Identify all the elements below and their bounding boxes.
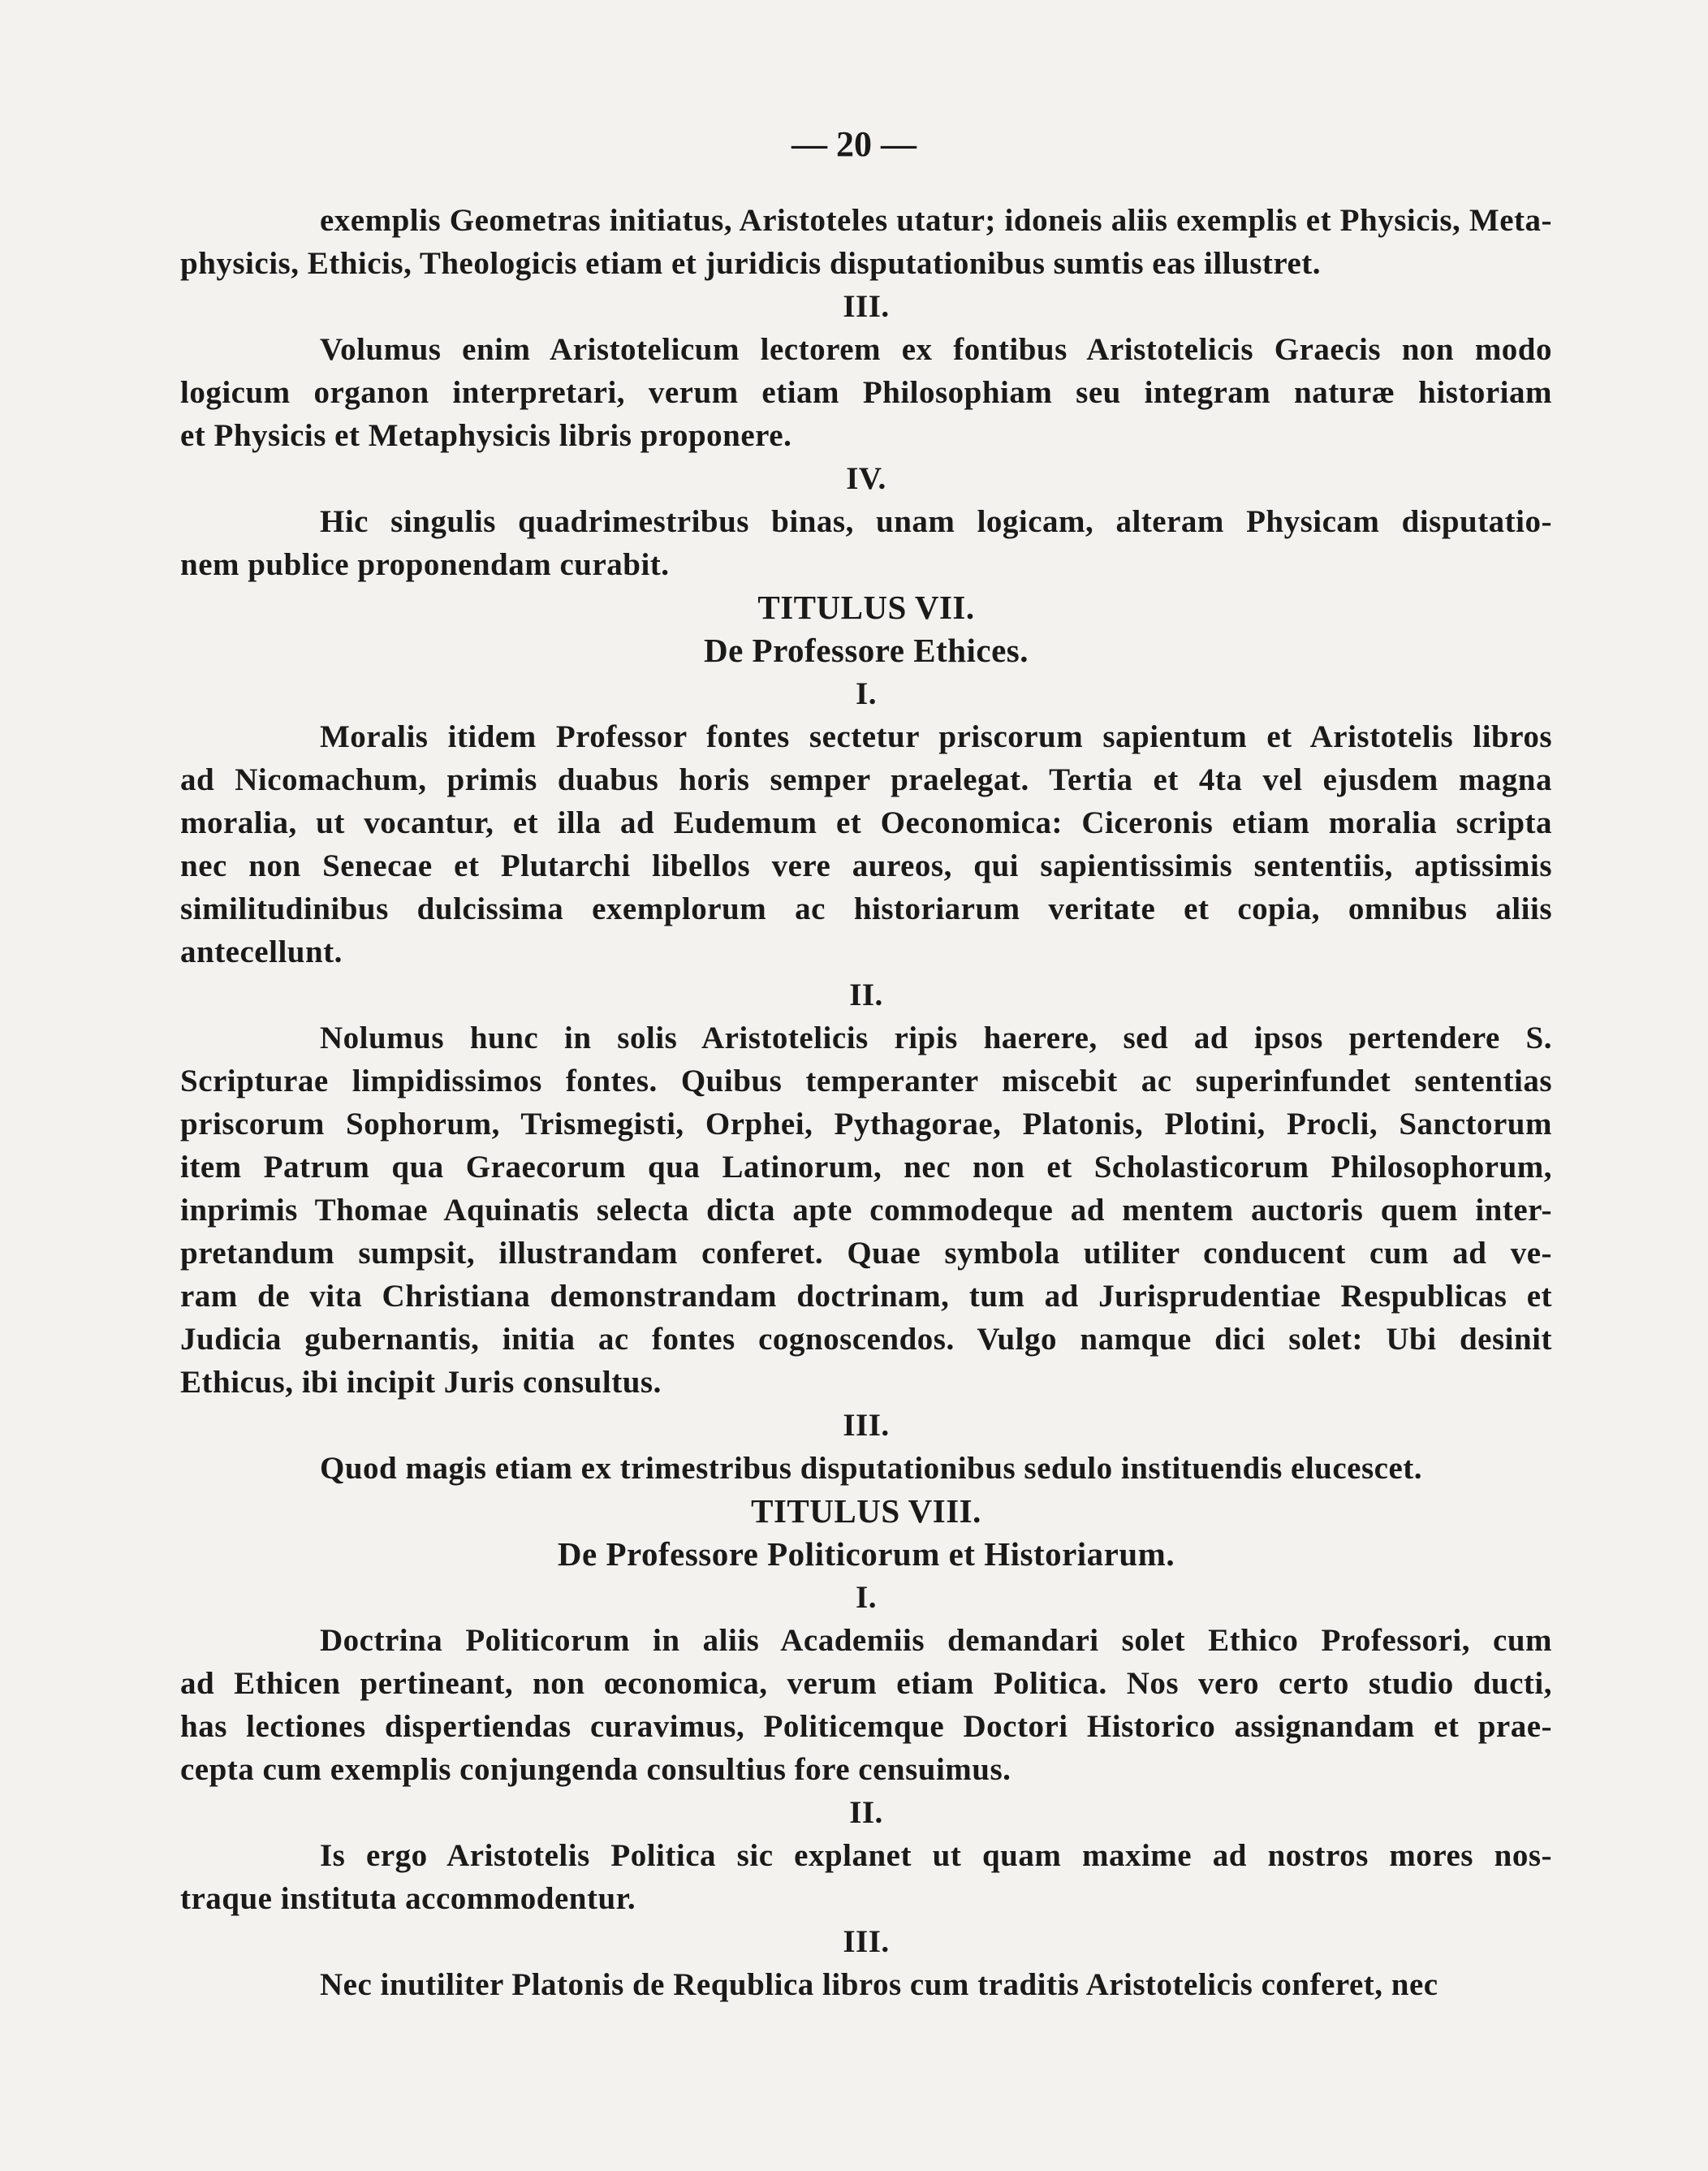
paragraph [180,199,1552,285]
section-title: De Professore Politicorum et Historiarum. [557,1535,1175,1573]
text-line: inprimis Thomae Aquinatis selecta dicta apte commodeque ad mentem auctoris quem inter- [180,1193,1552,1228]
text-line: ad Ethicen pertineant, non œconomica, verum etiam Politica. Nos vero certo studio ducti, [180,1666,1552,1701]
paragraph [180,500,1552,586]
document-body [180,199,1552,2006]
text-line: item Patrum qua Graecorum qua Latinorum, nec non et Scholasticorum Philosophorum, [180,1150,1552,1185]
text-line: similitudinibus dulcissima exemplorum ac historiarum veritate et copia, omnibus aliis [180,891,1552,926]
paragraph [180,1963,1552,2006]
text-line: Volumus enim Aristotelicum lectorem ex fontibus Aristotelicis Graecis non modo [320,332,1552,367]
text-line: Moralis itidem Professor fontes sectetur priscorum sapientum et Aristotelis libros [320,719,1552,754]
text-line: Quod magis etiam ex trimestribus disputationibus sedulo instituendis elucescet. [320,1451,1423,1486]
paragraph [180,1834,1552,1920]
text-line: pretandum sumpsit, illustrandam conferet. Quae symbola utiliter conducent cum ad ve- [180,1236,1552,1271]
text-line: nec non Senecae et Plutarchi libellos vere aureos, qui sapientissimis sententiis, aptissimis [180,848,1552,883]
text-line: Nolumus hunc in solis Aristotelicis ripis haerere, sed ad ipsos pertendere S. [320,1021,1552,1055]
paragraph [180,1619,1552,1791]
paragraph [180,1016,1552,1404]
text-line: ad Nicomachum, primis duabus horis semper praelegat. Tertia et 4ta vel ejusdem magna [180,762,1552,797]
article-number: II. [849,1795,883,1830]
text-line: ram de vita Christiana demonstrandam doctrinam, tum ad Jurisprudentiae Respublicas et [180,1279,1552,1314]
text-line: nem publice proponendam curabit. [180,547,670,582]
text-line: antecellunt. [180,934,343,969]
text-line: moralia, ut vocantur, et illa ad Eudemum et Oeconomica: Ciceronis etiam moralia scripta [180,805,1552,840]
article-number: I. [856,1580,877,1615]
article-number: II. [849,978,883,1012]
article-number: III. [843,289,890,324]
text-line: logicum organon interpretari, verum etiam Philosophiam seu integram naturæ historiam [180,375,1552,410]
section-title: TITULUS VIII. [751,1492,981,1530]
text-line: exemplis Geometras initiatus, Aristoteles utatur; idoneis aliis exemplis et Physicis, Meta- [320,203,1552,238]
text-line: Hic singulis quadrimestribus binas, unam logicam, alteram Physicam disputatio- [320,504,1552,539]
page-number: — 20 — [791,124,917,164]
text-line: Doctrina Politicorum in aliis Academiis demandari solet Ethico Professori, cum [320,1623,1552,1658]
section-title: De Professore Ethices. [703,632,1029,669]
text-line: et Physicis et Metaphysicis libris proponere. [180,418,792,453]
text-line: Scripturae limpidissimos fontes. Quibus temperanter miscebit ac superinfundet sententias [180,1064,1552,1098]
text-line: Judicia gubernantis, initia ac fontes cognoscendos. Vulgo namque dici solet: Ubi desinit [180,1322,1552,1357]
section-title: TITULUS VII. [757,589,975,626]
text-line: physicis, Ethicis, Theologicis etiam et juridicis disputationibus sumtis eas illustret. [180,246,1322,281]
text-line: cepta cum exemplis conjungenda consultius fore censuimus. [180,1752,1011,1787]
paragraph [180,1447,1552,1490]
text-line: Ethicus, ibi incipit Juris consultus. [180,1365,662,1400]
text-line: Nec inutiliter Platonis de Requblica libros cum traditis Aristotelicis conferet, nec [320,1967,1438,2002]
paragraph [180,715,1552,973]
paragraph [180,328,1552,457]
text-line: Is ergo Aristotelis Politica sic explanet ut quam maxime ad nostros mores nos- [320,1838,1552,1873]
article-number: IV. [846,461,886,496]
text-line: has lectiones dispertiendas curavimus, Politicemque Doctori Historico assignandam et prae- [180,1709,1552,1744]
text-line: priscorum Sophorum, Trismegisti, Orphei, Pythagorae, Platonis, Plotini, Procli, Sanctorum [180,1107,1552,1142]
text-line: traque instituta accommodentur. [180,1881,636,1916]
article-number: III. [843,1924,890,1959]
article-number: III. [843,1408,890,1443]
article-number: I. [856,676,877,711]
